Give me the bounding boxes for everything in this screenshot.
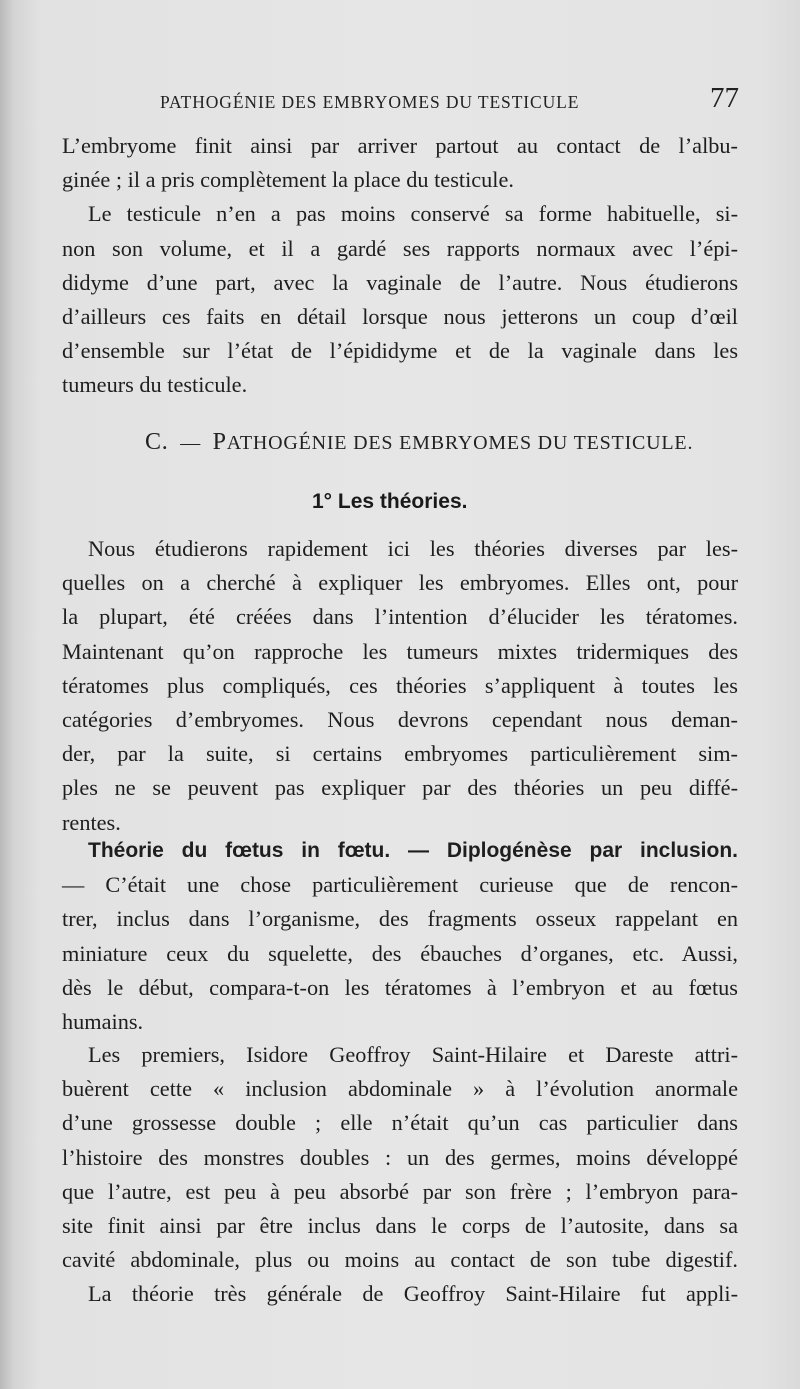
text-line: buèrent cette « inclusion abdominale » à l’évolution anormale bbox=[62, 1076, 738, 1102]
text-line: Le testicule n’en a pas moins conservé sa forme habituelle, si- bbox=[88, 201, 738, 227]
text-line: rentes. bbox=[62, 809, 121, 835]
section-title-initial: P bbox=[212, 429, 227, 455]
text-line: que l’autre, est peu à peu absorbé par son frère ; l’embryon para- bbox=[62, 1178, 738, 1204]
text-line: — C’était une chose particulièrement curieuse que de rencon- bbox=[62, 872, 738, 898]
section-title-rest: ATHOGÉNIE DES EMBRYOMES DU TESTICULE. bbox=[226, 432, 694, 454]
running-head: PATHOGÉNIE DES EMBRYOMES DU TESTICULE bbox=[160, 92, 580, 112]
paragraph-block-1 bbox=[62, 129, 738, 403]
text-line: L’embryome finit ainsi par arriver partout au contact de l’albu- bbox=[62, 133, 738, 158]
section-letter: C. bbox=[145, 429, 169, 455]
text-line: didyme d’une part, avec la vaginale de l’autre. Nous étudierons bbox=[62, 269, 738, 295]
text-line: catégories d’embryomes. Nous devrons cependant nous deman- bbox=[62, 707, 738, 733]
page-number: 77 bbox=[710, 82, 739, 114]
text-line: site finit ainsi par être inclus dans le corps de l’autosite, dans sa bbox=[62, 1213, 738, 1239]
text-line: ginée ; il a pris complètement la place du testicule. bbox=[62, 167, 514, 193]
paragraph-block-2 bbox=[62, 532, 738, 840]
subheading: 1° Les théories. bbox=[312, 490, 468, 513]
theory-heading: Théorie du fœtus in fœtu. — Diplogénèse par inclusion. bbox=[88, 839, 738, 862]
text-line: miniature ceux du squelette, des ébauches d’organes, etc. Aussi, bbox=[62, 940, 738, 966]
text-line: Les premiers, Isidore Geoffroy Saint-Hilaire et Dareste attri- bbox=[88, 1042, 738, 1067]
text-line: ples ne se peuvent pas expliquer par des théories un peu diffé- bbox=[62, 775, 738, 801]
text-line: tératomes plus compliqués, ces théories s’appliquent à toutes les bbox=[62, 672, 738, 698]
text-line: Maintenant qu’on rapproche les tumeurs mixtes tridermiques des bbox=[62, 638, 738, 664]
text-line: d’ailleurs ces faits en détail lorsque nous jetterons un coup d’œil bbox=[62, 304, 738, 330]
text-line: d’une grossesse double ; elle n’était qu’un cas particulier dans bbox=[62, 1110, 738, 1136]
text-line: l’histoire des monstres doubles : un des germes, moins développé bbox=[62, 1144, 738, 1170]
text-line: humains. bbox=[62, 1009, 144, 1035]
text-line: la plupart, été créées dans l’intention d’élucider les tératomes. bbox=[62, 604, 738, 630]
page-header bbox=[0, 82, 800, 118]
paragraph-block-4 bbox=[62, 1038, 738, 1312]
text-line: dès le début, compara-t-on les tératomes à l’embryon et au fœtus bbox=[62, 974, 738, 1000]
text-line: d’ensemble sur l’état de l’épididyme et de la vaginale dans les bbox=[62, 338, 738, 364]
text-line: La théorie très générale de Geoffroy Saint-Hilaire fut appli- bbox=[88, 1281, 738, 1307]
paragraph-block-3 bbox=[62, 834, 738, 1039]
text-line: quelles on a cherché à expliquer les embryomes. Elles ont, pour bbox=[62, 570, 738, 596]
section-heading bbox=[145, 429, 693, 456]
text-line: cavité abdominale, plus ou moins au contact de son tube digestif. bbox=[62, 1247, 738, 1273]
text-line: Nous étudierons rapidement ici les théories diverses par les- bbox=[88, 536, 738, 561]
text-line: tumeurs du testicule. bbox=[62, 372, 248, 398]
text-line: non son volume, et il a gardé ses rapports normaux avec l’épi- bbox=[62, 235, 738, 261]
text-line: der, par la suite, si certains embryomes particulièrement sim- bbox=[62, 741, 738, 767]
section-dash: — bbox=[180, 432, 202, 454]
text-line: trer, inclus dans l’organisme, des fragments osseux rappelant en bbox=[62, 906, 738, 932]
